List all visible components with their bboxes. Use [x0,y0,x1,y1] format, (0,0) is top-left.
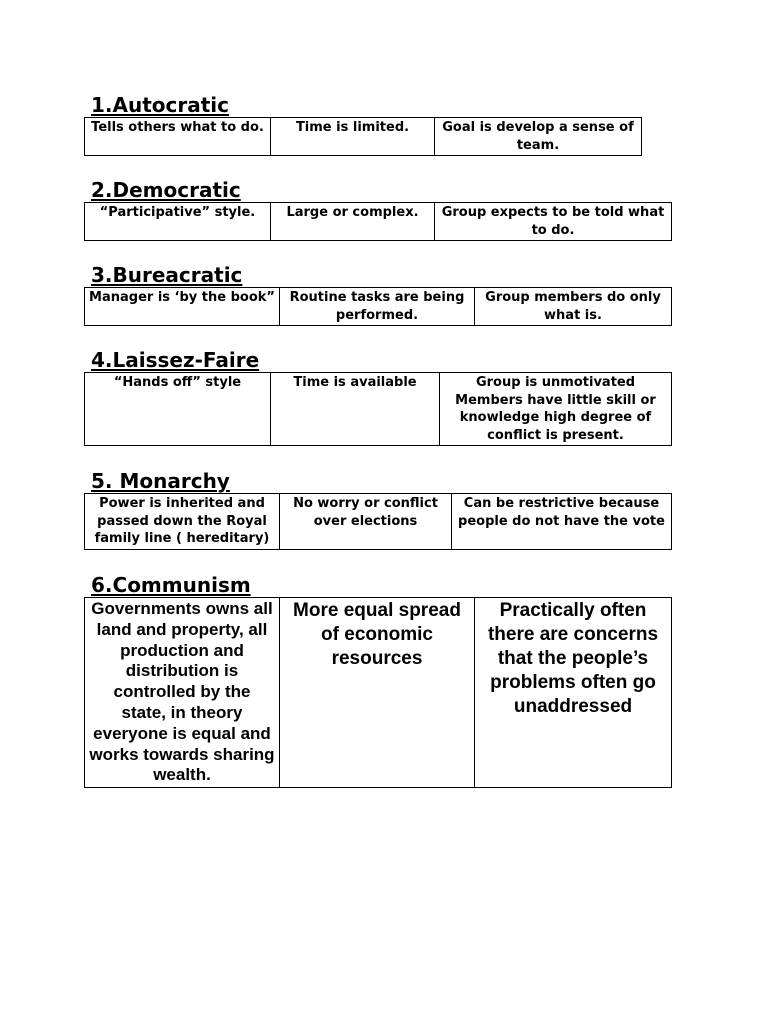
table-cell: Group expects to be told what to do. [435,203,672,241]
table-cell: Governments owns all land and property, all production and distribution is controlled by the state, in theory everyone is equal and works towards sharing wealth. [85,598,280,788]
bureacratic-table [84,287,672,326]
table-cell: “Hands off” style [85,373,271,446]
section-title-communism: 6.Communism [91,573,251,597]
table-row [85,118,642,156]
section-title-monarchy: 5. Monarchy [91,469,230,493]
table-cell: Tells others what to do. [85,118,271,156]
table-row [85,288,672,326]
autocratic-table [84,117,642,156]
table-row [85,494,672,550]
communism-table [84,597,672,788]
table-cell: Routine tasks are being performed. [280,288,475,326]
table-cell: More equal spread of economic resources [280,598,475,788]
table-cell: Time is available [271,373,440,446]
table-row [85,203,672,241]
table-cell: Manager is ‘by the book” [85,288,280,326]
table-cell: Practically often there are concerns that the people’s problems often go unaddressed [475,598,672,788]
table-cell: “Participative” style. [85,203,271,241]
table-cell: Power is inherited and passed down the Royal family line ( hereditary) [85,494,280,550]
table-cell: Goal is develop a sense of team. [435,118,642,156]
table-cell: Time is limited. [271,118,435,156]
table-cell: Group members do only what is. [475,288,672,326]
table-row [85,373,672,446]
table-row [85,598,672,788]
democratic-table [84,202,672,241]
table-cell: Large or complex. [271,203,435,241]
table-cell: Can be restrictive because people do not have the vote [452,494,672,550]
section-title-democratic: 2.Democratic [91,178,241,202]
section-title-laissez-faire: 4.Laissez-Faire [91,348,260,372]
laissez-faire-table [84,372,672,446]
section-title-bureacratic: 3.Bureacratic [91,263,243,287]
table-cell: No worry or conflict over elections [280,494,452,550]
table-cell: Group is unmotivated Members have little skill or knowledge high degree of conflict is present. [440,373,672,446]
section-title-autocratic: 1.Autocratic [91,93,230,117]
monarchy-table [84,493,672,550]
